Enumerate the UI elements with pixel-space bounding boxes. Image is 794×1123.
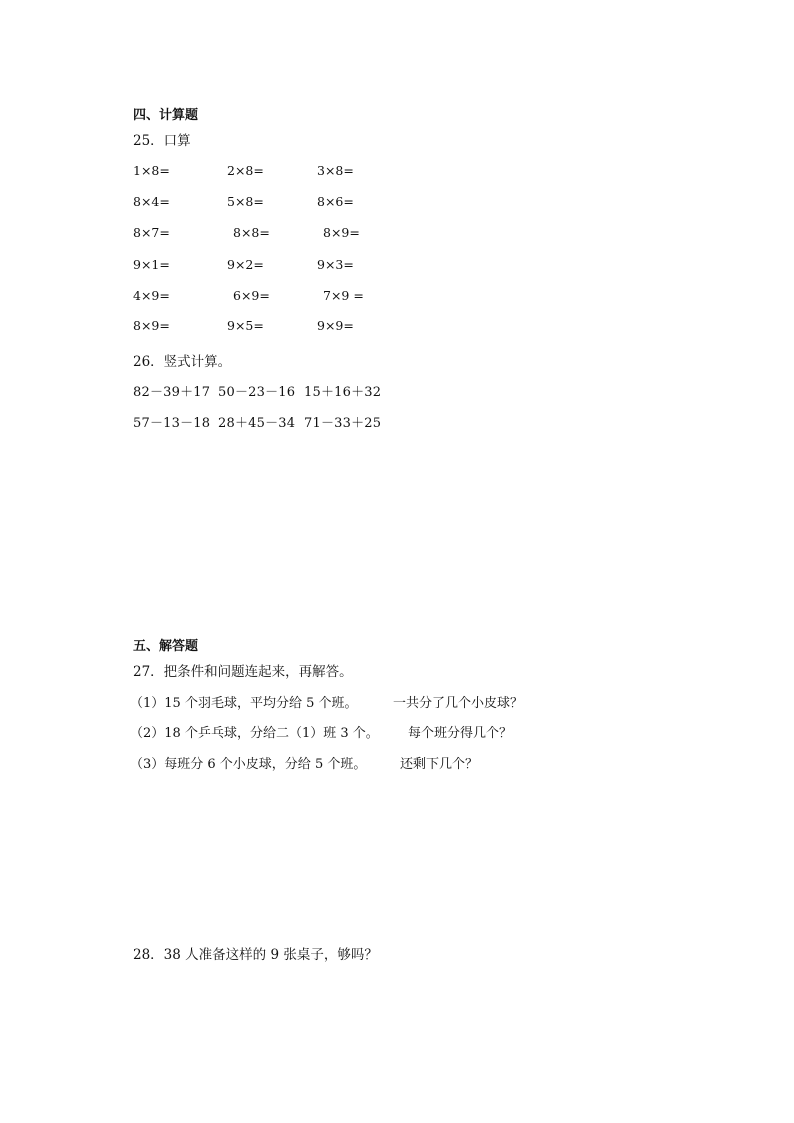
oral-item: 7×9 = bbox=[323, 288, 364, 303]
oral-item: 6×9= bbox=[233, 288, 270, 303]
oral-item: 9×9= bbox=[317, 318, 354, 333]
section-title-word-problems: 五、解答题 bbox=[133, 639, 199, 654]
question-25-title: 25．口算 bbox=[133, 133, 191, 149]
oral-item: 2×8= bbox=[227, 163, 264, 178]
oral-item: 5×8= bbox=[227, 194, 264, 209]
oral-item: 9×2= bbox=[227, 257, 264, 272]
oral-item: 8×9= bbox=[323, 225, 360, 240]
vertical-item: 50－23－16 bbox=[218, 385, 296, 400]
oral-item: 3×8= bbox=[317, 163, 354, 178]
oral-item: 1×8= bbox=[133, 163, 170, 178]
vertical-item: 28＋45－34 bbox=[218, 416, 296, 431]
oral-item: 4×9= bbox=[133, 288, 170, 303]
vertical-item: 57－13－18 bbox=[133, 416, 211, 431]
question-item: 一共分了几个小皮球？ bbox=[393, 696, 524, 711]
vertical-item: 15＋16＋32 bbox=[304, 385, 382, 400]
vertical-item: 82－39＋17 bbox=[133, 385, 211, 400]
question-item: 每个班分得几个？ bbox=[408, 726, 513, 741]
oral-item: 8×8= bbox=[233, 225, 270, 240]
oral-item: 8×9= bbox=[133, 318, 170, 333]
oral-item: 9×5= bbox=[227, 318, 264, 333]
section-title-calculation: 四、计算题 bbox=[133, 108, 199, 123]
oral-item: 8×4= bbox=[133, 194, 170, 209]
question-item: 还剩下几个？ bbox=[400, 757, 479, 772]
oral-item: 8×7= bbox=[133, 225, 170, 240]
oral-item: 8×6= bbox=[317, 194, 354, 209]
condition-item: （3）每班分 6 个小皮球，分给 5 个班。 bbox=[130, 757, 367, 772]
question-27-title: 27．把条件和问题连起来，再解答。 bbox=[133, 664, 353, 680]
oral-item: 9×1= bbox=[133, 257, 170, 272]
vertical-item: 71－33＋25 bbox=[304, 416, 382, 431]
oral-item: 9×3= bbox=[317, 257, 354, 272]
question-26-title: 26．竖式计算。 bbox=[133, 354, 232, 370]
condition-item: （2）18 个乒乓球，分给二（1）班 3 个。 bbox=[130, 726, 379, 741]
condition-item: （1）15 个羽毛球，平均分给 5 个班。 bbox=[130, 696, 358, 711]
question-28-title: 28．38 人准备这样的 9 张桌子，够吗？ bbox=[133, 947, 378, 963]
